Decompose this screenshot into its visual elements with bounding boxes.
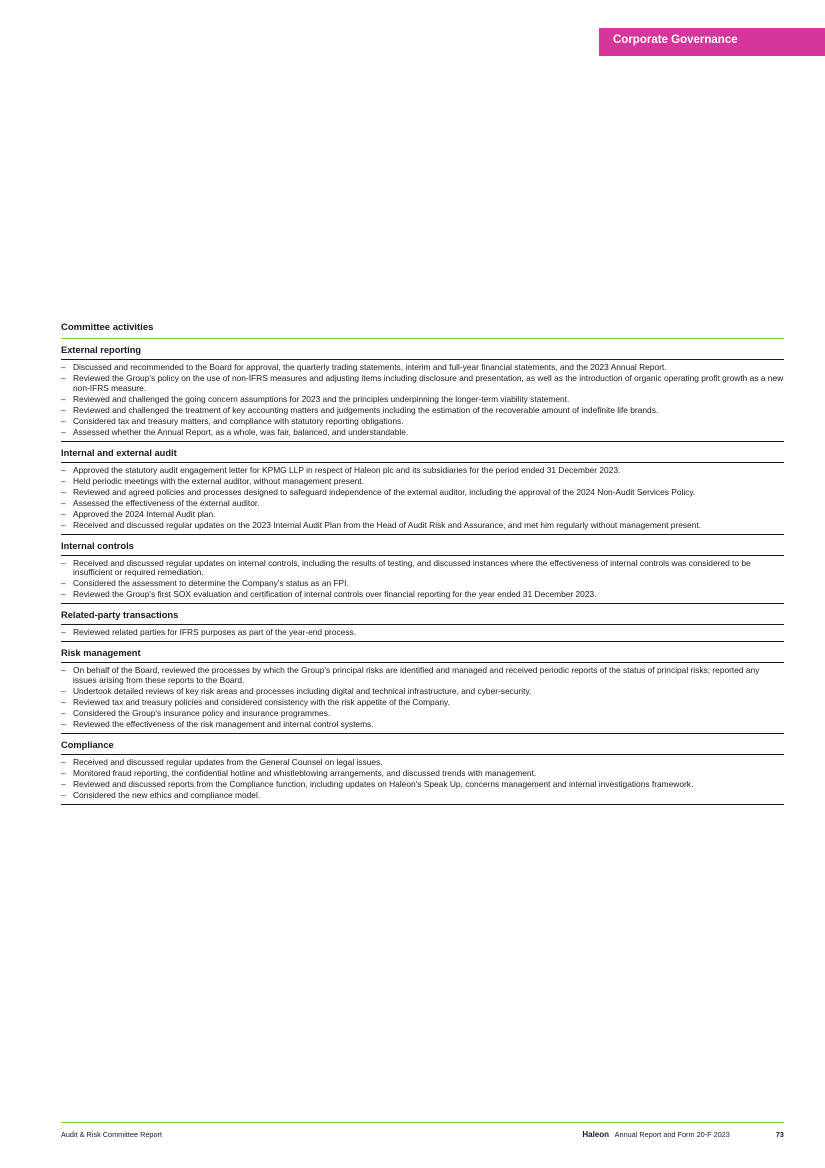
list-item: – Considered the assessment to determine the Company's status as an FPI. — [61, 579, 784, 589]
list-item: – Held periodic meetings with the external auditor, without management present. — [61, 477, 784, 487]
list-item: – Reviewed the effectiveness of the risk management and internal control systems. — [61, 720, 784, 730]
list-item: – On behalf of the Board, reviewed the processes by which the Group's principal risks are identified and managed and received periodic reports of the status of principal risks; reported any issues arising from these reports to the Board. — [61, 666, 784, 685]
section-title: Related-party transactions — [61, 604, 784, 625]
activity-list — [61, 625, 784, 641]
footer-report-name: Audit & Risk Committee Report — [61, 1130, 162, 1139]
section-tag: Corporate Governance — [599, 28, 825, 56]
list-item: – Received and discussed regular updates on internal controls, including the results of testing, and discussed instances where the effectiveness of internal controls was considered to be insufficient or required remediation. — [61, 559, 784, 578]
list-item: – Assessed the effectiveness of the external auditor. — [61, 499, 784, 509]
list-item: – Reviewed and challenged the going concern assumptions for 2023 and the principles underpinning the longer-term viability statement. — [61, 395, 784, 405]
section-internal-controls — [61, 535, 784, 605]
list-item: – Reviewed the Group's policy on the use of non-IFRS measures and adjusting items including disclosure and presentation, as well as the introduction of organic operating profit growth as a new non-IFRS measure. — [61, 374, 784, 393]
list-item: – Monitored fraud reporting, the confidential hotline and whistleblowing arrangements, and discussed trends with management. — [61, 769, 784, 779]
list-item: – Received and discussed regular updates on the 2023 Internal Audit Plan from the Head of Audit Risk and Assurance, and met him regularly without management present. — [61, 521, 784, 531]
list-item: – Assessed whether the Annual Report, as a whole, was fair, balanced, and understandable. — [61, 428, 784, 438]
section-title: External reporting — [61, 339, 784, 360]
footer-right-group — [582, 1130, 784, 1139]
list-item: – Considered the new ethics and compliance model. — [61, 791, 784, 801]
list-item: – Reviewed and agreed policies and processes designed to safeguard independence of the external auditor, including the approval of the 2024 Non-Audit Services Policy. — [61, 488, 784, 498]
section-external-reporting — [61, 339, 784, 442]
list-item: – Reviewed and challenged the treatment of key accounting matters and judgements including the estimation of the recoverable amount of indefinite life brands. — [61, 406, 784, 416]
section-title: Internal and external audit — [61, 442, 784, 463]
list-item: – Reviewed tax and treasury policies and considered consistency with the risk appetite of the Company. — [61, 698, 784, 708]
activity-list — [61, 556, 784, 604]
page-footer — [61, 1122, 784, 1139]
section-risk-management — [61, 642, 784, 734]
activity-list — [61, 360, 784, 441]
list-item: – Discussed and recommended to the Board for approval, the quarterly trading statements, interim and full-year financial statements, and the 2023 Annual Report. — [61, 363, 784, 373]
section-title: Risk management — [61, 642, 784, 663]
list-item: – Approved the 2024 Internal Audit plan. — [61, 510, 784, 520]
page-title: Committee activities — [61, 321, 784, 339]
section-title: Internal controls — [61, 535, 784, 556]
list-item: – Considered tax and treasury matters, and compliance with statutory reporting obligations. — [61, 417, 784, 427]
list-item: – Undertook detailed reviews of key risk areas and processes including digital and technical infrastructure, and cyber-security. — [61, 687, 784, 697]
list-item: – Considered the Group's insurance policy and insurance programmes. — [61, 709, 784, 719]
section-compliance — [61, 734, 784, 805]
list-item: – Reviewed the Group's first SOX evaluation and certification of internal controls over financial reporting for the year ended 31 December 2023. — [61, 590, 784, 600]
committee-activities-table — [61, 321, 784, 805]
list-item: – Reviewed related parties for IFRS purposes as part of the year-end process. — [61, 628, 784, 638]
footer-brand: Haleon — [582, 1130, 610, 1139]
list-item: – Approved the statutory audit engagement letter for KPMG LLP in respect of Haleon plc and its subsidiaries for the period ended 31 December 2023. — [61, 466, 784, 476]
sections-container — [61, 339, 784, 805]
activity-list — [61, 755, 784, 804]
activity-list — [61, 463, 784, 534]
footer-report-title: Annual Report and Form 20-F 2023 — [614, 1130, 730, 1139]
section-internal-and-external-audit — [61, 442, 784, 535]
page-number: 73 — [775, 1130, 784, 1139]
list-item: – Received and discussed regular updates from the General Counsel on legal issues. — [61, 758, 784, 768]
list-item: – Reviewed and discussed reports from the Compliance function, including updates on Haleon's Speak Up, concerns management and internal investigations framework. — [61, 780, 784, 790]
activity-list — [61, 663, 784, 733]
section-related-party-transactions — [61, 604, 784, 642]
section-title: Compliance — [61, 734, 784, 755]
